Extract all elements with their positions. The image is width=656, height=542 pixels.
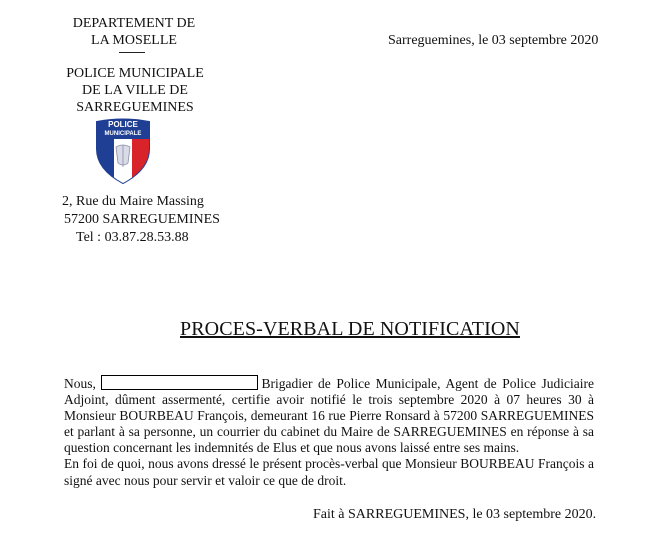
police-badge-logo xyxy=(94,117,152,185)
address-street: 2, Rue du Maire Massing xyxy=(62,194,204,209)
document-date: Sarreguemines, le 03 septembre 2020 xyxy=(388,33,599,48)
police-line-1: POLICE MUNICIPALE xyxy=(66,66,204,81)
police-header xyxy=(64,65,206,116)
separator-dash xyxy=(119,52,145,53)
body-conclusion: En foi de quoi, nous avons dressé le présent procès-verbal que Monsieur BOURBEAU François a signé avec nous pour servir et valoir ce que de droit. xyxy=(64,456,594,488)
department-line-2: LA MOSELLE xyxy=(91,33,177,48)
redacted-name-box xyxy=(101,375,258,390)
badge-text-municipale: MUNICIPALE xyxy=(104,131,142,137)
badge-text-police: POLICE xyxy=(108,120,138,129)
address-city: 57200 SARREGUEMINES xyxy=(64,212,220,227)
address-block xyxy=(62,193,220,247)
signature-line: Fait à SARREGUEMINES, le 03 septembre 2020. xyxy=(313,507,597,522)
department-header xyxy=(64,15,204,49)
body-intro: Nous, xyxy=(64,376,96,391)
police-line-3: SARREGUEMINES xyxy=(76,100,194,115)
department-line-1: DEPARTEMENT DE xyxy=(72,16,196,31)
police-line-2: DE LA VILLE DE xyxy=(82,83,188,98)
document-title: PROCES-VERBAL DE NOTIFICATION xyxy=(180,318,520,340)
body-main-paragraph: Brigadier de Police Municipale, Agent de Police Judiciaire Adjoint, dûment assermenté, certifie avoir notifié le trois septembre 2020 à 07 heures 30 à Monsieur BOURBEAU François, demeurant 16 rue Pierre Ronsard à 57200 SARREGUEMINES et parlant à sa personne, un courrier du cabinet du Maire de SARREGUEMINES en réponse à sa question concernant les indemnités de Elus et que nous avons laissé entre ses mains. xyxy=(64,376,594,456)
document-body xyxy=(64,375,594,489)
address-phone: Tel : 03.87.28.53.88 xyxy=(76,230,189,245)
